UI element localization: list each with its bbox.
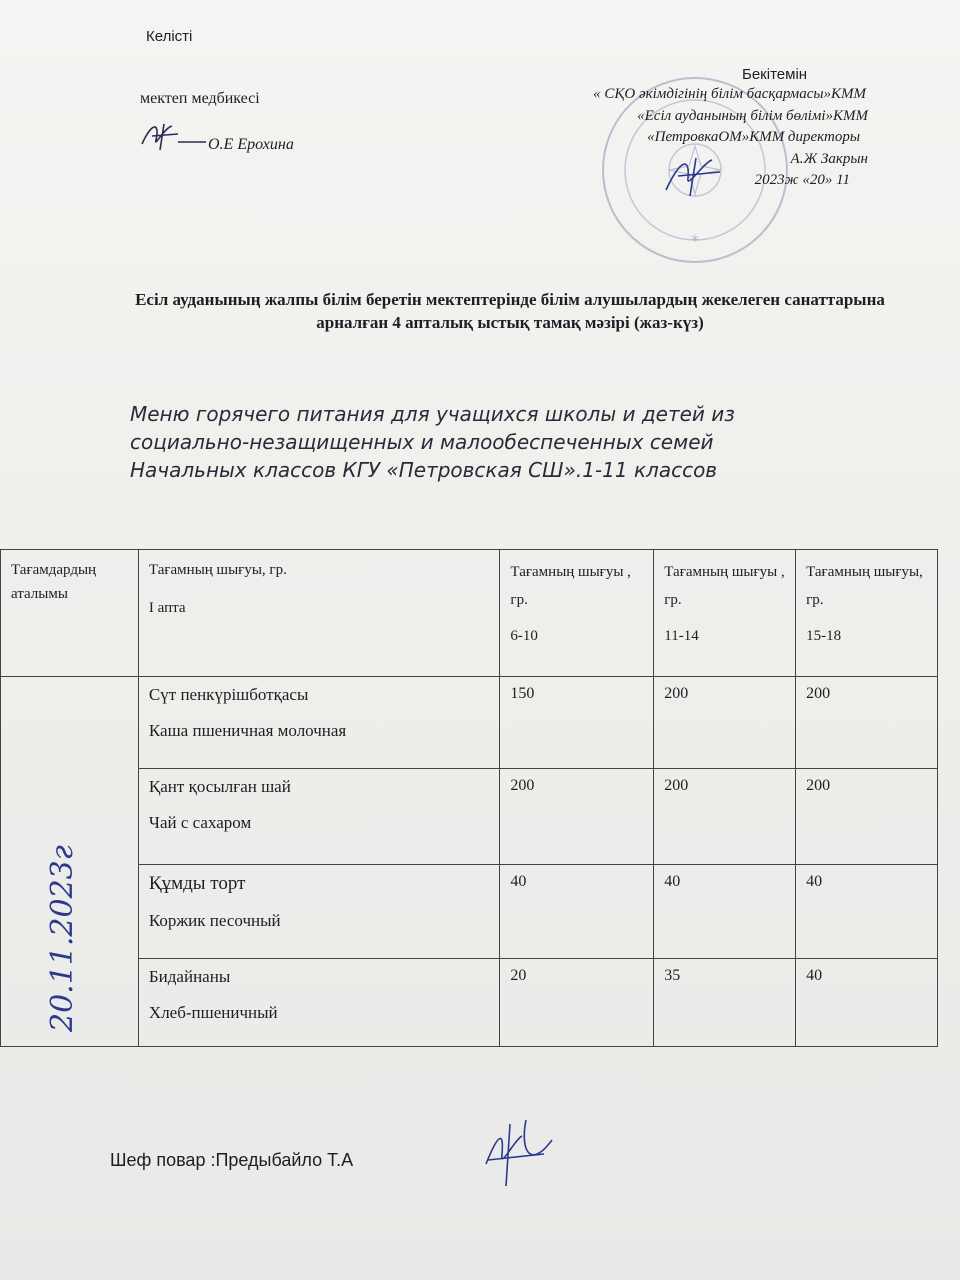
dish-kz: Бидайнаны <box>148 967 231 986</box>
table-header-row <box>1 550 938 677</box>
dish-ru: Коржик песочный <box>148 911 281 930</box>
subtitle-line-2: социально-незащищенных и малообеспеченных семей <box>130 430 714 454</box>
header-age3: 15-18 <box>806 628 842 644</box>
value-cell: 40 <box>796 959 938 1047</box>
approval-date: 2023ж «20» 11 <box>754 172 850 188</box>
header-week: I апта <box>148 600 186 616</box>
nurse-role: мектеп медбикесі <box>140 90 260 107</box>
dish-ru: Каша пшеничная молочная <box>148 721 347 740</box>
header-age3-label: Тағамның шығуы, гр. <box>806 564 923 608</box>
value-cell: 40 <box>654 865 796 959</box>
table-row <box>1 959 938 1047</box>
agreed-label: Келісті <box>146 28 193 45</box>
header-age2: 11-14 <box>664 628 699 644</box>
header-dish-name: Тағамдардың аталымы <box>1 550 139 677</box>
subtitle-line-1: Меню горячего питания для учащихся школы и детей из <box>130 402 735 426</box>
handwritten-date-text: 20.11.2023г <box>45 845 80 1032</box>
nurse-signature-icon <box>138 118 208 154</box>
approve-label: Бекітемін <box>742 66 808 83</box>
handwritten-date <box>30 800 90 1040</box>
dish-cell <box>138 865 500 959</box>
value-cell: 150 <box>500 677 654 769</box>
value-cell: 40 <box>500 865 654 959</box>
header-age1: 6-10 <box>510 628 538 644</box>
table-row <box>1 865 938 959</box>
dish-kz: Қант қосылған шай <box>148 777 291 796</box>
value-cell: 20 <box>500 959 654 1047</box>
approval-line-1: « СҚО әкімдігінің білім басқармасы»КММ <box>593 86 866 102</box>
dish-ru: Хлеб-пшеничный <box>148 1003 278 1022</box>
header-age1-label: Тағамның шығуы , гр. <box>510 564 631 608</box>
menu-table <box>0 549 938 1047</box>
header-age-11-14 <box>654 550 796 677</box>
header-age2-label: Тағамның шығуы , гр. <box>664 564 785 608</box>
dish-cell <box>138 959 500 1047</box>
dish-cell <box>138 769 500 865</box>
value-cell: 200 <box>654 677 796 769</box>
table-row <box>1 677 938 769</box>
chef-signature-icon <box>480 1110 560 1190</box>
document-title-kz: Есіл ауданының жалпы білім беретін мектептерінде білім алушылардың жекелеген санаттарына арналған 4 апталық ыстық тамақ мәзірі (жаз-күз) <box>135 290 885 332</box>
svg-text:*: * <box>691 231 699 250</box>
header-output <box>138 550 500 677</box>
dish-cell <box>138 677 500 769</box>
header-age-6-10 <box>500 550 654 677</box>
nurse-name: О.Е Ерохина <box>208 136 294 153</box>
header-output-label: Тағамның шығуы, гр. <box>148 562 287 578</box>
header-age-15-18 <box>796 550 938 677</box>
value-cell: 200 <box>500 769 654 865</box>
chef-line: Шеф повар :Предыбайло Т.А <box>110 1150 354 1170</box>
value-cell: 200 <box>654 769 796 865</box>
approval-line-3: «ПетровкаОМ»КММ директоры <box>647 129 860 145</box>
director-signature-icon <box>660 150 740 200</box>
value-cell: 200 <box>796 769 938 865</box>
value-cell: 200 <box>796 677 938 769</box>
table-row <box>1 769 938 865</box>
dish-ru: Чай с сахаром <box>148 813 252 832</box>
value-cell: 35 <box>654 959 796 1047</box>
dish-kz: Сүт пенкүрішботқасы <box>148 685 309 704</box>
director-name: А.Ж Закрын <box>790 151 868 167</box>
subtitle-line-3: Начальных классов КГУ «Петровская СШ».1-11 классов <box>130 458 718 482</box>
approval-line-2: «Есіл ауданының білім бөлімі»КММ <box>637 108 868 124</box>
document-subtitle-ru <box>130 400 890 484</box>
dish-kz: Құмды торт <box>148 873 246 894</box>
value-cell: 40 <box>796 865 938 959</box>
